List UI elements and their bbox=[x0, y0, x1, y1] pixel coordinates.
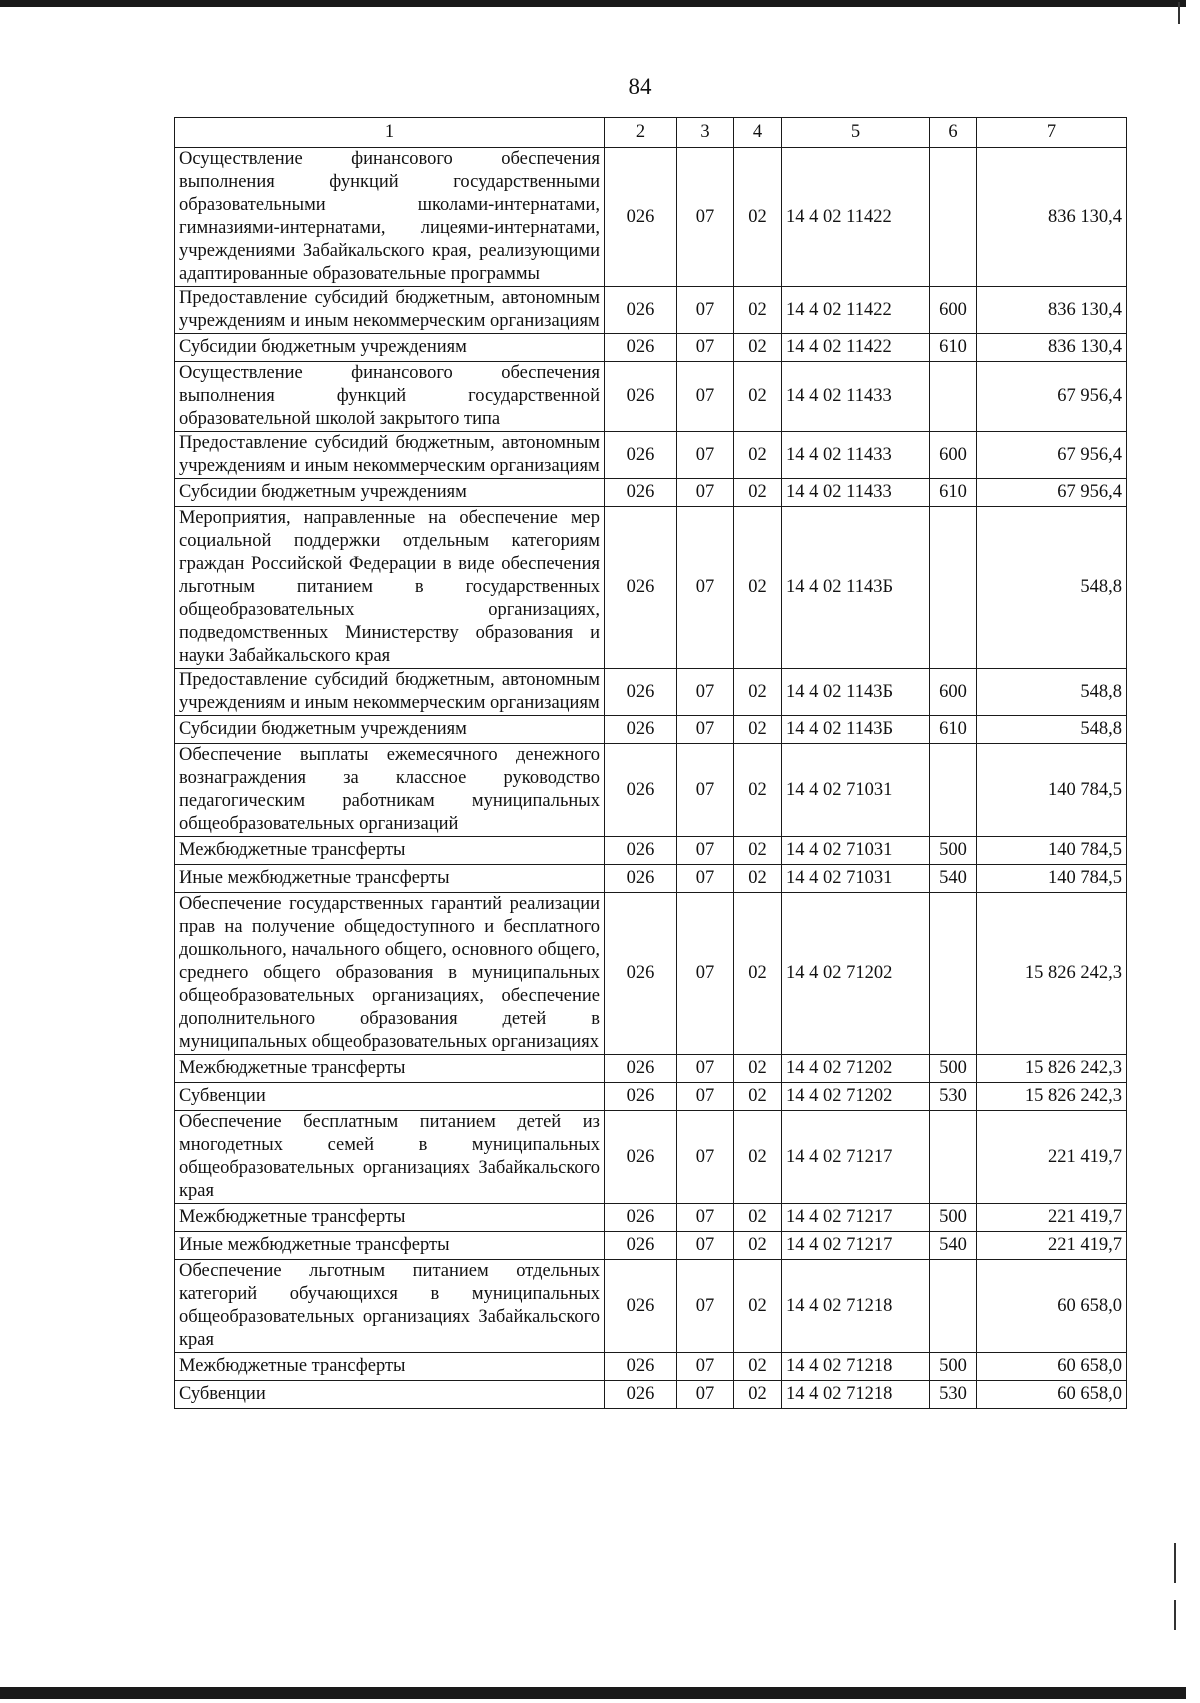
subsection-cell: 02 bbox=[734, 744, 782, 837]
amount-cell: 836 130,4 bbox=[977, 334, 1127, 362]
scan-bottom-border bbox=[0, 1687, 1186, 1699]
target-article-cell: 14 4 02 11422 bbox=[782, 334, 930, 362]
admin-code-cell: 026 bbox=[605, 837, 677, 865]
expense-type-cell: 600 bbox=[930, 432, 977, 479]
subsection-cell: 02 bbox=[734, 1353, 782, 1381]
section-cell: 07 bbox=[677, 1381, 734, 1409]
section-cell: 07 bbox=[677, 479, 734, 507]
subsection-cell: 02 bbox=[734, 1260, 782, 1353]
table-row bbox=[175, 334, 1127, 362]
target-article-cell: 14 4 02 11433 bbox=[782, 479, 930, 507]
subsection-cell: 02 bbox=[734, 837, 782, 865]
admin-code-cell: 026 bbox=[605, 287, 677, 334]
table-row bbox=[175, 1381, 1127, 1409]
subsection-cell: 02 bbox=[734, 362, 782, 432]
amount-cell: 221 419,7 bbox=[977, 1204, 1127, 1232]
target-article-cell: 14 4 02 1143Б bbox=[782, 716, 930, 744]
amount-cell: 836 130,4 bbox=[977, 287, 1127, 334]
amount-cell: 60 658,0 bbox=[977, 1260, 1127, 1353]
expense-type-cell bbox=[930, 1260, 977, 1353]
expense-type-cell: 600 bbox=[930, 287, 977, 334]
amount-cell: 15 826 242,3 bbox=[977, 1083, 1127, 1111]
amount-cell: 67 956,4 bbox=[977, 479, 1127, 507]
admin-code-cell: 026 bbox=[605, 669, 677, 716]
row-name-cell: Субсидии бюджетным учреждениям bbox=[175, 716, 605, 744]
amount-cell: 60 658,0 bbox=[977, 1381, 1127, 1409]
target-article-cell: 14 4 02 1143Б bbox=[782, 507, 930, 669]
expense-type-cell bbox=[930, 507, 977, 669]
row-name-cell: Межбюджетные трансферты bbox=[175, 837, 605, 865]
subsection-cell: 02 bbox=[734, 893, 782, 1055]
section-cell: 07 bbox=[677, 287, 734, 334]
subsection-cell: 02 bbox=[734, 716, 782, 744]
row-name-cell: Межбюджетные трансферты bbox=[175, 1204, 605, 1232]
target-article-cell: 14 4 02 11433 bbox=[782, 362, 930, 432]
target-article-cell: 14 4 02 71217 bbox=[782, 1111, 930, 1204]
admin-code-cell: 026 bbox=[605, 362, 677, 432]
table-row bbox=[175, 287, 1127, 334]
target-article-cell: 14 4 02 11422 bbox=[782, 287, 930, 334]
row-name-cell: Межбюджетные трансферты bbox=[175, 1055, 605, 1083]
admin-code-cell: 026 bbox=[605, 716, 677, 744]
target-article-cell: 14 4 02 71202 bbox=[782, 893, 930, 1055]
admin-code-cell: 026 bbox=[605, 1204, 677, 1232]
target-article-cell: 14 4 02 71202 bbox=[782, 1055, 930, 1083]
row-name-cell: Субсидии бюджетным учреждениям bbox=[175, 479, 605, 507]
admin-code-cell: 026 bbox=[605, 744, 677, 837]
expense-type-cell: 500 bbox=[930, 1055, 977, 1083]
table-row bbox=[175, 507, 1127, 669]
scan-edge-mark bbox=[1178, 2, 1180, 24]
admin-code-cell: 026 bbox=[605, 865, 677, 893]
amount-cell: 221 419,7 bbox=[977, 1111, 1127, 1204]
target-article-cell: 14 4 02 71031 bbox=[782, 744, 930, 837]
expense-type-cell: 540 bbox=[930, 1232, 977, 1260]
section-cell: 07 bbox=[677, 744, 734, 837]
expense-type-cell: 610 bbox=[930, 716, 977, 744]
amount-cell: 548,8 bbox=[977, 716, 1127, 744]
expense-type-cell: 500 bbox=[930, 1204, 977, 1232]
row-name-cell: Субвенции bbox=[175, 1381, 605, 1409]
section-cell: 07 bbox=[677, 1055, 734, 1083]
amount-cell: 548,8 bbox=[977, 669, 1127, 716]
expense-type-cell: 530 bbox=[930, 1083, 977, 1111]
expense-type-cell: 500 bbox=[930, 1353, 977, 1381]
table-row bbox=[175, 1260, 1127, 1353]
admin-code-cell: 026 bbox=[605, 479, 677, 507]
row-name-cell: Предоставление субсидий бюджетным, автономным учреждениям и иным некоммерческим организациям bbox=[175, 432, 605, 479]
amount-cell: 140 784,5 bbox=[977, 837, 1127, 865]
section-cell: 07 bbox=[677, 148, 734, 287]
admin-code-cell: 026 bbox=[605, 507, 677, 669]
table-row bbox=[175, 479, 1127, 507]
expense-type-cell bbox=[930, 893, 977, 1055]
row-name-cell: Обеспечение льготным питанием отдельных категорий обучающихся в муниципальных общеобразовательных организациях Забайкальского края bbox=[175, 1260, 605, 1353]
section-cell: 07 bbox=[677, 1260, 734, 1353]
subsection-cell: 02 bbox=[734, 432, 782, 479]
target-article-cell: 14 4 02 11433 bbox=[782, 432, 930, 479]
admin-code-cell: 026 bbox=[605, 1353, 677, 1381]
row-name-cell: Обеспечение бесплатным питанием детей из многодетных семей в муниципальных общеобразовательных организациях Забайкальского края bbox=[175, 1111, 605, 1204]
admin-code-cell: 026 bbox=[605, 1111, 677, 1204]
subsection-cell: 02 bbox=[734, 287, 782, 334]
section-cell: 07 bbox=[677, 865, 734, 893]
subsection-cell: 02 bbox=[734, 1111, 782, 1204]
section-cell: 07 bbox=[677, 1083, 734, 1111]
expense-type-cell bbox=[930, 148, 977, 287]
target-article-cell: 14 4 02 71031 bbox=[782, 865, 930, 893]
target-article-cell: 14 4 02 71202 bbox=[782, 1083, 930, 1111]
table-row bbox=[175, 1204, 1127, 1232]
section-cell: 07 bbox=[677, 716, 734, 744]
expense-type-cell bbox=[930, 744, 977, 837]
expense-type-cell bbox=[930, 1111, 977, 1204]
subsection-cell: 02 bbox=[734, 1204, 782, 1232]
expense-type-cell: 610 bbox=[930, 334, 977, 362]
table-row bbox=[175, 837, 1127, 865]
table-row bbox=[175, 1353, 1127, 1381]
row-name-cell: Иные межбюджетные трансферты bbox=[175, 1232, 605, 1260]
table-row bbox=[175, 432, 1127, 479]
target-article-cell: 14 4 02 71217 bbox=[782, 1204, 930, 1232]
section-cell: 07 bbox=[677, 1111, 734, 1204]
amount-cell: 221 419,7 bbox=[977, 1232, 1127, 1260]
admin-code-cell: 026 bbox=[605, 334, 677, 362]
row-name-cell: Предоставление субсидий бюджетным, автономным учреждениям и иным некоммерческим организациям bbox=[175, 669, 605, 716]
admin-code-cell: 026 bbox=[605, 432, 677, 479]
expense-type-cell: 530 bbox=[930, 1381, 977, 1409]
amount-cell: 15 826 242,3 bbox=[977, 1055, 1127, 1083]
row-name-cell: Мероприятия, направленные на обеспечение мер социальной поддержки отдельным категориям граждан Российской Федерации в виде обеспечения льготным питанием в государственных общеобразовательных организациях, подведомственных Министерству образования и науки Забайкальского края bbox=[175, 507, 605, 669]
section-cell: 07 bbox=[677, 1232, 734, 1260]
table-row bbox=[175, 893, 1127, 1055]
subsection-cell: 02 bbox=[734, 865, 782, 893]
subsection-cell: 02 bbox=[734, 334, 782, 362]
admin-code-cell: 026 bbox=[605, 1260, 677, 1353]
page-number: 84 bbox=[628, 74, 652, 99]
amount-cell: 15 826 242,3 bbox=[977, 893, 1127, 1055]
subsection-cell: 02 bbox=[734, 148, 782, 287]
section-cell: 07 bbox=[677, 1353, 734, 1381]
table-header-row bbox=[175, 118, 1127, 148]
target-article-cell: 14 4 02 71218 bbox=[782, 1353, 930, 1381]
scan-top-border bbox=[0, 0, 1186, 7]
column-header: 5 bbox=[782, 118, 930, 148]
table-row bbox=[175, 1111, 1127, 1204]
column-header: 4 bbox=[734, 118, 782, 148]
target-article-cell: 14 4 02 1143Б bbox=[782, 669, 930, 716]
section-cell: 07 bbox=[677, 507, 734, 669]
row-name-cell: Обеспечение выплаты ежемесячного денежного вознаграждения за классное руководство педагогическим работникам муниципальных общеобразовательных организаций bbox=[175, 744, 605, 837]
amount-cell: 836 130,4 bbox=[977, 148, 1127, 287]
table-row bbox=[175, 744, 1127, 837]
amount-cell: 140 784,5 bbox=[977, 865, 1127, 893]
section-cell: 07 bbox=[677, 432, 734, 479]
admin-code-cell: 026 bbox=[605, 1232, 677, 1260]
row-name-cell: Субсидии бюджетным учреждениям bbox=[175, 334, 605, 362]
expense-type-cell: 500 bbox=[930, 837, 977, 865]
row-name-cell: Иные межбюджетные трансферты bbox=[175, 865, 605, 893]
section-cell: 07 bbox=[677, 893, 734, 1055]
target-article-cell: 14 4 02 71218 bbox=[782, 1260, 930, 1353]
amount-cell: 548,8 bbox=[977, 507, 1127, 669]
expense-type-cell bbox=[930, 362, 977, 432]
table-row bbox=[175, 716, 1127, 744]
column-header: 6 bbox=[930, 118, 977, 148]
table-row bbox=[175, 669, 1127, 716]
subsection-cell: 02 bbox=[734, 1083, 782, 1111]
table-row bbox=[175, 865, 1127, 893]
table-row bbox=[175, 362, 1127, 432]
column-header: 2 bbox=[605, 118, 677, 148]
section-cell: 07 bbox=[677, 362, 734, 432]
row-name-cell: Субвенции bbox=[175, 1083, 605, 1111]
section-cell: 07 bbox=[677, 334, 734, 362]
column-header: 1 bbox=[175, 118, 605, 148]
amount-cell: 60 658,0 bbox=[977, 1353, 1127, 1381]
amount-cell: 67 956,4 bbox=[977, 432, 1127, 479]
target-article-cell: 14 4 02 71217 bbox=[782, 1232, 930, 1260]
row-name-cell: Осуществление финансового обеспечения выполнения функций государственной образовательной школой закрытого типа bbox=[175, 362, 605, 432]
section-cell: 07 bbox=[677, 1204, 734, 1232]
column-header: 3 bbox=[677, 118, 734, 148]
amount-cell: 67 956,4 bbox=[977, 362, 1127, 432]
admin-code-cell: 026 bbox=[605, 893, 677, 1055]
target-article-cell: 14 4 02 71218 bbox=[782, 1381, 930, 1409]
row-name-cell: Предоставление субсидий бюджетным, автономным учреждениям и иным некоммерческим организациям bbox=[175, 287, 605, 334]
admin-code-cell: 026 bbox=[605, 1055, 677, 1083]
amount-cell: 140 784,5 bbox=[977, 744, 1127, 837]
budget-table bbox=[174, 117, 1127, 1409]
row-name-cell: Обеспечение государственных гарантий реализации прав на получение общедоступного и бесплатного дошкольного, начального общего, основного общего, среднего общего образования в муниципальных общеобразовательных организациях, обеспечение дополнительного образования детей в муниципальных общеобразовательных организациях bbox=[175, 893, 605, 1055]
scan-edge-mark bbox=[1174, 1600, 1176, 1630]
subsection-cell: 02 bbox=[734, 507, 782, 669]
subsection-cell: 02 bbox=[734, 1381, 782, 1409]
subsection-cell: 02 bbox=[734, 479, 782, 507]
admin-code-cell: 026 bbox=[605, 1381, 677, 1409]
expense-type-cell: 610 bbox=[930, 479, 977, 507]
section-cell: 07 bbox=[677, 669, 734, 716]
target-article-cell: 14 4 02 11422 bbox=[782, 148, 930, 287]
scan-edge-mark bbox=[1174, 1543, 1176, 1583]
row-name-cell: Осуществление финансового обеспечения выполнения функций государственными образовательными школами-интернатами, гимназиями-интернатами, лицеями-интернатами, учреждениями Забайкальского края, реализующими адаптированные образовательные программы bbox=[175, 148, 605, 287]
table-row bbox=[175, 1232, 1127, 1260]
subsection-cell: 02 bbox=[734, 669, 782, 716]
table-row bbox=[175, 148, 1127, 287]
subsection-cell: 02 bbox=[734, 1055, 782, 1083]
column-header: 7 bbox=[977, 118, 1127, 148]
expense-type-cell: 540 bbox=[930, 865, 977, 893]
admin-code-cell: 026 bbox=[605, 148, 677, 287]
subsection-cell: 02 bbox=[734, 1232, 782, 1260]
target-article-cell: 14 4 02 71031 bbox=[782, 837, 930, 865]
admin-code-cell: 026 bbox=[605, 1083, 677, 1111]
table-row bbox=[175, 1083, 1127, 1111]
row-name-cell: Межбюджетные трансферты bbox=[175, 1353, 605, 1381]
table-row bbox=[175, 1055, 1127, 1083]
section-cell: 07 bbox=[677, 837, 734, 865]
expense-type-cell: 600 bbox=[930, 669, 977, 716]
